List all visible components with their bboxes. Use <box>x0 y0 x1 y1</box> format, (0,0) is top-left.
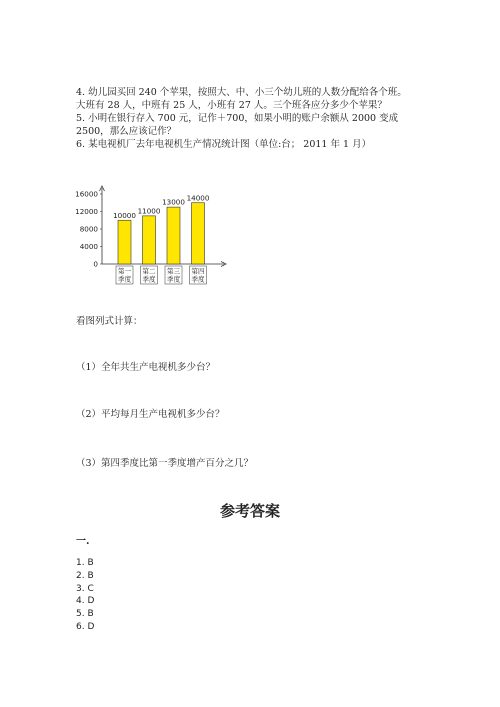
y-tick-label: 8000 <box>79 224 98 234</box>
production-bar-chart <box>60 175 240 295</box>
problem-4-line-2: 大班有 28 人，中班有 25 人，小班有 27 人。三个班各应分多少个苹果？ <box>76 100 387 111</box>
answer-item: 6. D <box>76 622 95 632</box>
bar-value-label: 11000 <box>137 206 161 216</box>
category-label: 季度 <box>166 275 181 284</box>
bar-value-label: 14000 <box>186 193 210 203</box>
bar-value-label: 13000 <box>162 197 185 207</box>
answers-title: 参考答案 <box>219 502 280 520</box>
category-label: 季度 <box>191 275 205 284</box>
y-tick-label: 16000 <box>75 189 98 199</box>
category-label: 第二 <box>142 267 156 276</box>
category-label: 季度 <box>142 275 156 284</box>
answer-item: 1. B <box>76 558 94 568</box>
y-tick-label: 4000 <box>79 242 98 251</box>
answer-item: 2. B <box>76 570 94 581</box>
bar <box>143 216 156 264</box>
bar-value-label: 10000 <box>113 210 136 220</box>
question-1: （1）全年共生产电视机多少台？ <box>76 362 216 373</box>
bar <box>118 220 131 264</box>
question-2: （2）平均每月生产电视机多少台？ <box>76 409 225 420</box>
problem-5-line-1: 5. 小明在银行存入 700 元，记作＋700，如果小明的账户余额从 2000 变成 <box>76 113 399 124</box>
answer-item: 3. C <box>76 583 94 594</box>
category-label: 第三 <box>166 267 181 276</box>
category-label: 第一 <box>117 267 132 276</box>
bar <box>167 207 180 264</box>
y-tick-label: 0 <box>93 259 98 269</box>
answer-item: 5. B <box>76 609 94 620</box>
problem-6-line-1: 6. 某电视机厂去年电视机生产情况统计图（单位:台； 2011 年 1 月） <box>76 139 372 150</box>
y-tick-label: 12000 <box>75 207 98 216</box>
problem-5-line-2: 2500，那么应该记作？ <box>76 126 177 137</box>
answer-item: 4. D <box>76 596 95 607</box>
problem-4-line-1: 4. 幼儿园买回 240 个苹果，按照大、中、小三个幼儿班的人数分配给各个班。 <box>76 87 407 98</box>
question-3: （3）第四季度比第一季度增产百分之几？ <box>76 458 254 469</box>
category-label: 季度 <box>117 275 132 284</box>
calc-intro: 看图列式计算： <box>76 316 143 327</box>
answers-section-label: 一. <box>76 536 90 547</box>
category-label: 第四 <box>191 267 205 276</box>
bar <box>192 203 205 264</box>
